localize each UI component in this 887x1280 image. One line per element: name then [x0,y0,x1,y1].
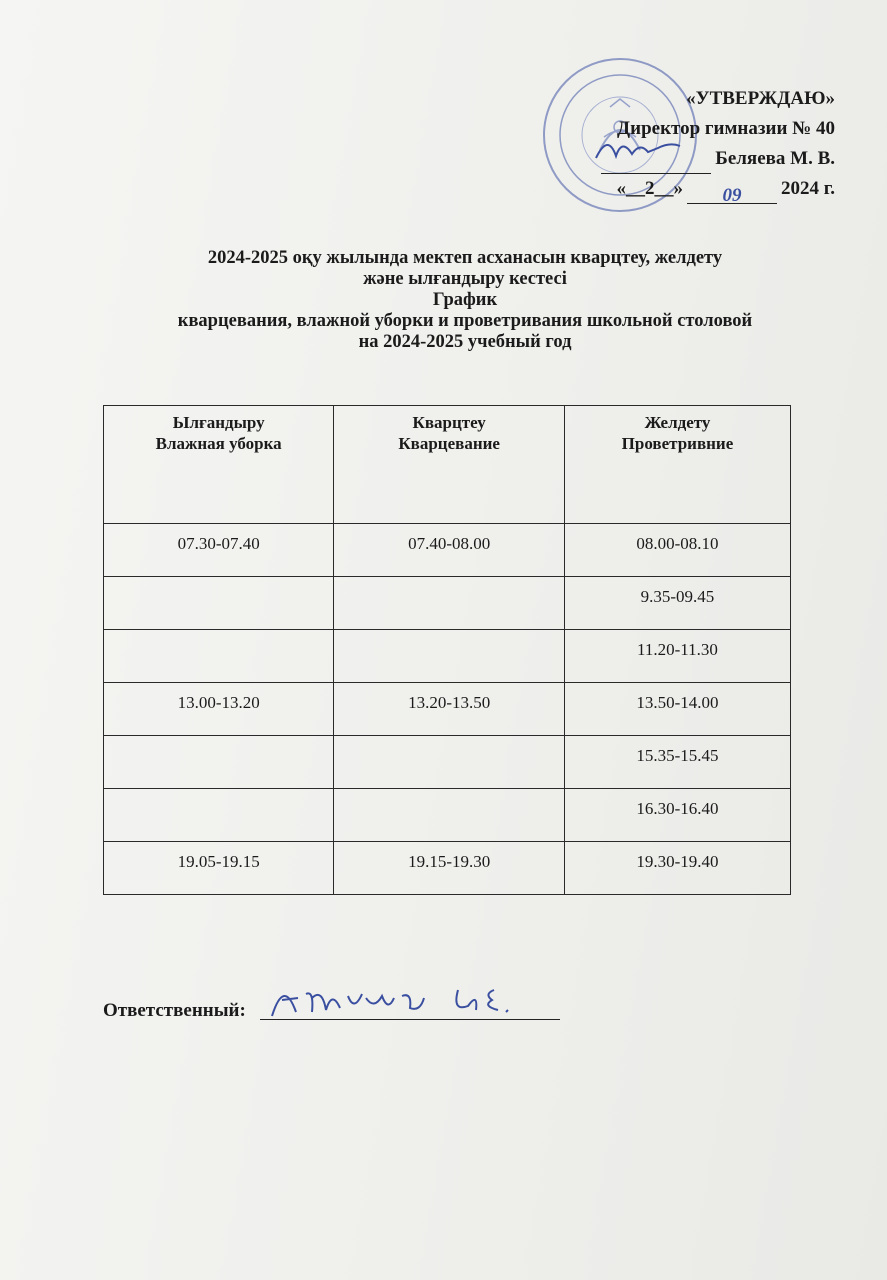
table-cell: 08.00-08.10 [564,524,790,577]
table-row [104,524,791,577]
table-cell: 13.00-13.20 [104,683,334,736]
table-row [104,789,791,842]
table-cell: 19.05-19.15 [104,842,334,895]
table-cell: 13.50-14.00 [564,683,790,736]
approval-block [560,84,835,204]
table-cell: 19.30-19.40 [564,842,790,895]
table-row [104,683,791,736]
heading-line-4: кварцевания, влажной уборки и проветривания школьной столовой [177,311,753,331]
approval-title: «УТВЕРЖДАЮ» [686,88,835,109]
document-heading [100,248,830,353]
table-cell [334,577,565,630]
heading-line-1: 2024-2025 оқу жылында мектеп асханасын кварцтеу, желдету [207,248,723,268]
table-row [104,842,791,895]
approval-date-line [560,174,835,204]
heading-line-3: График [432,290,498,310]
responsible-signature [262,972,552,1024]
approval-name: Беляева М. В. [715,148,835,169]
table-cell [104,736,334,789]
table-row [104,577,791,630]
header-wet-cleaning: Ылғандыру Влажная уборка [104,406,334,524]
header-quartzing: Кварцтеу Кварцевание [334,406,565,524]
heading-line-5: на 2024-2025 учебный год [358,332,572,352]
table-cell: 19.15-19.30 [334,842,565,895]
table-cell: 15.35-15.45 [564,736,790,789]
responsible-label: Ответственный: [103,1000,246,1021]
table-row [104,630,791,683]
heading-line-2: және ылғандыру кестесі [363,269,567,289]
table-cell: 07.40-08.00 [334,524,565,577]
approval-date-month: 09 [687,181,777,204]
table-row [104,736,791,789]
table-cell [104,577,334,630]
table-cell [334,789,565,842]
table-cell [104,789,334,842]
table-cell: 13.20-13.50 [334,683,565,736]
approval-date-day: «__2__» [616,178,683,199]
responsible-signature-line [260,1019,560,1020]
table-header-row [104,406,791,524]
table-cell: 07.30-07.40 [104,524,334,577]
approval-year: 2024 г. [781,178,835,199]
table-cell [104,630,334,683]
approval-position: Директор гимназии № 40 [617,118,835,139]
table-cell: 11.20-11.30 [564,630,790,683]
table-cell: 9.35-09.45 [564,577,790,630]
table-cell [334,736,565,789]
header-ventilation: Желдету Проветривние [564,406,790,524]
schedule-table [103,405,791,895]
table-cell [334,630,565,683]
approval-signature-line [560,144,835,174]
table-cell: 16.30-16.40 [564,789,790,842]
